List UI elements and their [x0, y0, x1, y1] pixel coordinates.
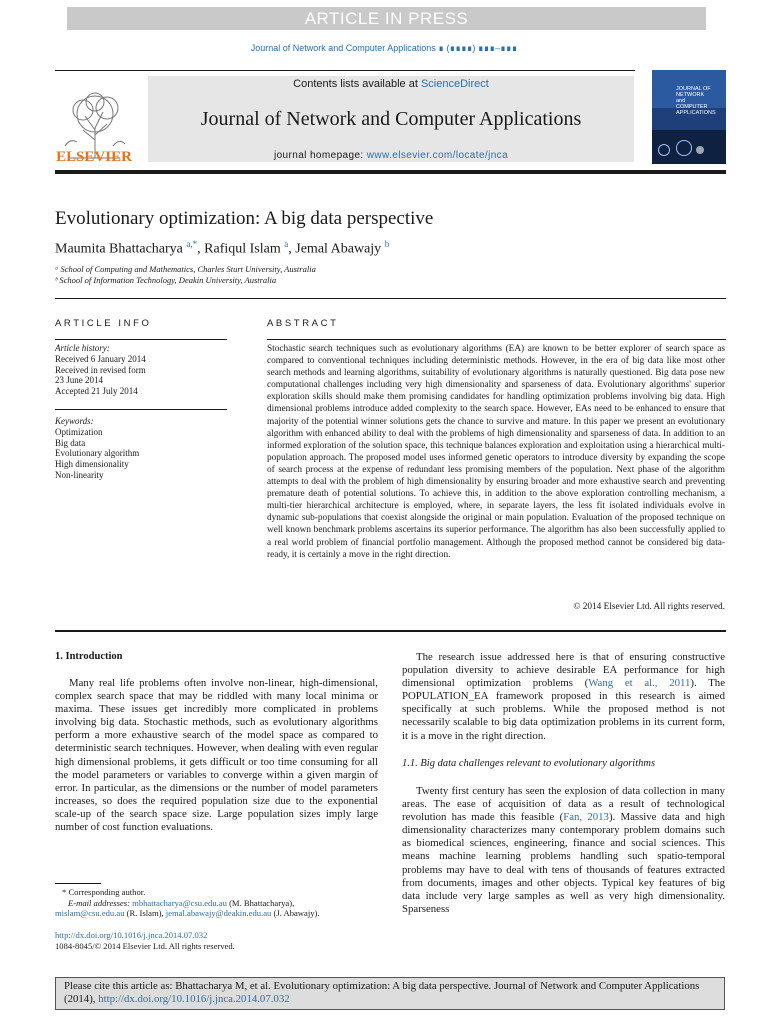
para2-text: ). Massive data and high dimensionality characterizes many contemporary problem domains such as biomedical sciences, engineering, finance and social sciences. This means machine learning problems handling such spatio-temporal problems may have to deal with tens of thousands of features extracted from documents, images and other objects. Typical key features of big data include very large samples as well as very high dimensionality. Sparseness — [402, 811, 725, 915]
author-affiliation-mark[interactable]: a,* — [186, 239, 198, 249]
author-name: Jemal Abawajy — [295, 241, 382, 257]
journal-homepage — [148, 150, 634, 161]
intro-paragraph-text: Many real life problems often involve non-linear, high-dimensional, complex search space that may be riddled with many local minima or maxima. These issues get incredibly more complicated in problems involving big data. Stochastic methods, such as evolutionary algorithms perform a more exhaustive search of the model space as compared to deterministic search techniques. However, when dealing with even regular high dimensional problems, it gets difficult or too time consuming for all the model parameters or variables to converge within a given margin of error. In particular, as the dimensions or the number of model parameters increases, so does the required population size due to the exponential scale-up of the search space size. Large population sizes imply large number of cost function evaluations. — [55, 677, 378, 834]
keyword: Big data — [55, 437, 86, 448]
email-owner: (R. Islam), — [124, 908, 166, 918]
history-item: Received in revised form — [55, 364, 146, 375]
intro-paragraph — [55, 677, 378, 834]
header-thick-rule — [55, 170, 726, 174]
title-bottom-rule — [55, 298, 726, 299]
email-addresses-cont — [55, 908, 385, 919]
section-heading-introduction: 1. Introduction — [55, 651, 123, 662]
author-list: Maumita Bhattacharya $^{a,*}$, Rafiqul Islam $^a$, Jemal Abawajy $^b$ — [55, 239, 390, 257]
keywords-block — [55, 416, 230, 481]
author-affiliation-mark[interactable]: b — [384, 239, 390, 249]
email-label: E-mail addresses: — [68, 898, 133, 908]
abstract-text: Stochastic search techniques such as evolutionary algorithms (EA) are known to be better explorer of search space as compared to conventional techniques including deterministic methods. However, in the era of big data like most other search methods and learning algorithms, suitability of evolutionary algorithms is naturally questioned. Big data pose new computational challenges including very high dimensionality and sparseness of data. Evolutionary algorithms' superior exploration skills should make them promising candidates for handling optimization problems involving big data. High dimensional problems introduce added complexity to the search space. However, EAs need to be enhanced to ensure that majority of the potential winner solutions gets the chance to survive and mature. In this paper we present an evolutionary algorithm with enhanced ability to deal with the problems of high dimensionality and sparseness of data. In addition to an informed exploration of the solution space, this technique balances exploration and exploitation using a hierarchical multi-population approach. The proposed model uses informed genetic operators to introduce diversity by expanding the scope of search process at the expense of redundant less promising members of the population. Next phase of the algorithm attempts to deal with the problem of high dimensionality by ensuring broader and more exhaustive search and preventing premature death of potential solutions. To achieve this, in addition to the above exploration controlling mechanism, a multi-tier hierarchical architecture is employed, where, in separate layers, the less fit isolated individuals evolve in dynamic sub-populations that coexist alongside the original or main population. Evaluation of the proposed technique on well known benchmark problems ascertains its superior performance. The algorithm has also been successfully applied to a real world problem of financial portfolio management. Although the proposed method cannot be considered big data-ready, it is certainly a move in the right direction. — [267, 344, 725, 560]
history-item: Accepted 21 July 2014 — [55, 386, 138, 397]
subsection-heading: 1.1. Big data challenges relevant to evolutionary algorithms — [402, 758, 656, 769]
affiliation: ᵇ School of Information Technology, Deakin University, Australia — [55, 275, 277, 285]
running-head: Journal of Network and Computer Applications ∎ (∎∎∎∎) ∎∎∎–∎∎∎ — [250, 43, 518, 53]
doi-link[interactable]: http://dx.doi.org/10.1016/j.jnca.2014.07.032 — [55, 930, 208, 940]
right-column-paragraph-2 — [402, 785, 725, 916]
email-link[interactable]: mbhattacharya@csu.edu.au — [132, 898, 227, 908]
journal-cover-image — [652, 70, 726, 164]
article-history — [55, 343, 230, 397]
history-label: Article history: — [55, 343, 110, 353]
corresponding-author-note: * Corresponding author. — [62, 887, 146, 897]
header-top-rule — [55, 70, 635, 71]
sciencedirect-link[interactable]: ScienceDirect — [420, 78, 489, 90]
citation-link[interactable]: Fan, 2013 — [563, 811, 609, 824]
history-item: 23 June 2014 — [55, 375, 103, 386]
homepage-link[interactable]: www.elsevier.com/locate/jnca — [366, 150, 509, 161]
citation-link[interactable]: Wang et al., 2011 — [588, 677, 691, 690]
author-affiliation-mark[interactable]: a — [284, 239, 289, 249]
article-title: Evolutionary optimization: A big data perspective — [55, 208, 434, 229]
para2-text: Twenty first century has seen the explosion of data collection in many areas. The ease of acquisition of data as a result of technological revolution has made this feasible ( — [402, 785, 725, 824]
keywords-rule — [55, 409, 227, 410]
keyword: Evolutionary algorithm — [55, 448, 140, 459]
cover-line: NETWORK — [676, 92, 705, 98]
abstract-heading: ABSTRACT — [267, 318, 339, 329]
cover-line: and — [676, 98, 686, 104]
footnote-rule — [55, 883, 101, 884]
history-item: Received 6 January 2014 — [55, 353, 146, 364]
email-owner: (J. Abawajy). — [271, 908, 320, 918]
author-name: Rafiqul Islam — [204, 241, 281, 257]
cover-line: JOURNAL OF — [676, 86, 711, 92]
issn-copyright: 1084-8045/© 2014 Elsevier Ltd. All rights reserved. — [55, 941, 235, 951]
keyword: High dimensionality — [55, 459, 129, 470]
para1-text: ). The POPULATION_EA framework proposed in this research is aimed specifically at such problems. While the proposed method is not necessarily scalable to big data optimization problems in its current form, it is a move in the right direction. — [402, 677, 725, 742]
keywords-label: Keywords: — [55, 416, 94, 426]
cite-text: Please cite this article as: Bhattacharya M, et al. Evolutionary optimization: A big data perspective. Journal of Network and Computer Applications (2014), — [64, 980, 700, 1005]
email-addresses — [68, 898, 388, 909]
right-column-paragraph-1 — [402, 651, 725, 743]
para1-text: The research issue addressed here is that of ensuring constructive population diversity to achieve desirable EA performance for high dimensional optimization problems ( — [402, 651, 725, 690]
email-link[interactable]: jemal.abawajy@deakin.edu.au — [165, 908, 272, 918]
cover-line: COMPUTER — [676, 104, 708, 110]
keyword: Optimization — [55, 426, 103, 437]
contents-line — [148, 78, 634, 90]
article-info-heading: ARTICLE INFO — [55, 318, 152, 329]
article-info-rule — [55, 339, 227, 340]
cite-doi-link[interactable]: http://dx.doi.org/10.1016/j.jnca.2014.07.032 — [98, 993, 290, 1005]
elsevier-wordmark: ELSEVIER — [56, 149, 132, 165]
abstract-rule — [267, 339, 726, 340]
cover-line: APPLICATIONS — [676, 110, 716, 116]
keyword: Non-linearity — [55, 469, 104, 480]
email-link[interactable]: mislam@csu.edu.au — [55, 908, 125, 918]
email-owner: (M. Bhattacharya), — [226, 898, 295, 908]
homepage-prefix: journal homepage: — [273, 150, 367, 161]
contents-prefix: Contents lists available at — [293, 78, 421, 90]
journal-title: Journal of Network and Computer Applications — [200, 108, 582, 130]
author-name: Maumita Bhattacharya — [55, 241, 183, 257]
affiliation: ᵃ School of Computing and Mathematics, Charles Sturt University, Australia — [55, 264, 316, 274]
cite-this-article-box — [55, 977, 725, 1010]
abstract-bottom-rule — [55, 630, 726, 632]
abstract-copyright: © 2014 Elsevier Ltd. All rights reserved. — [573, 602, 725, 612]
article-in-press-banner: ARTICLE IN PRESS — [67, 7, 706, 30]
